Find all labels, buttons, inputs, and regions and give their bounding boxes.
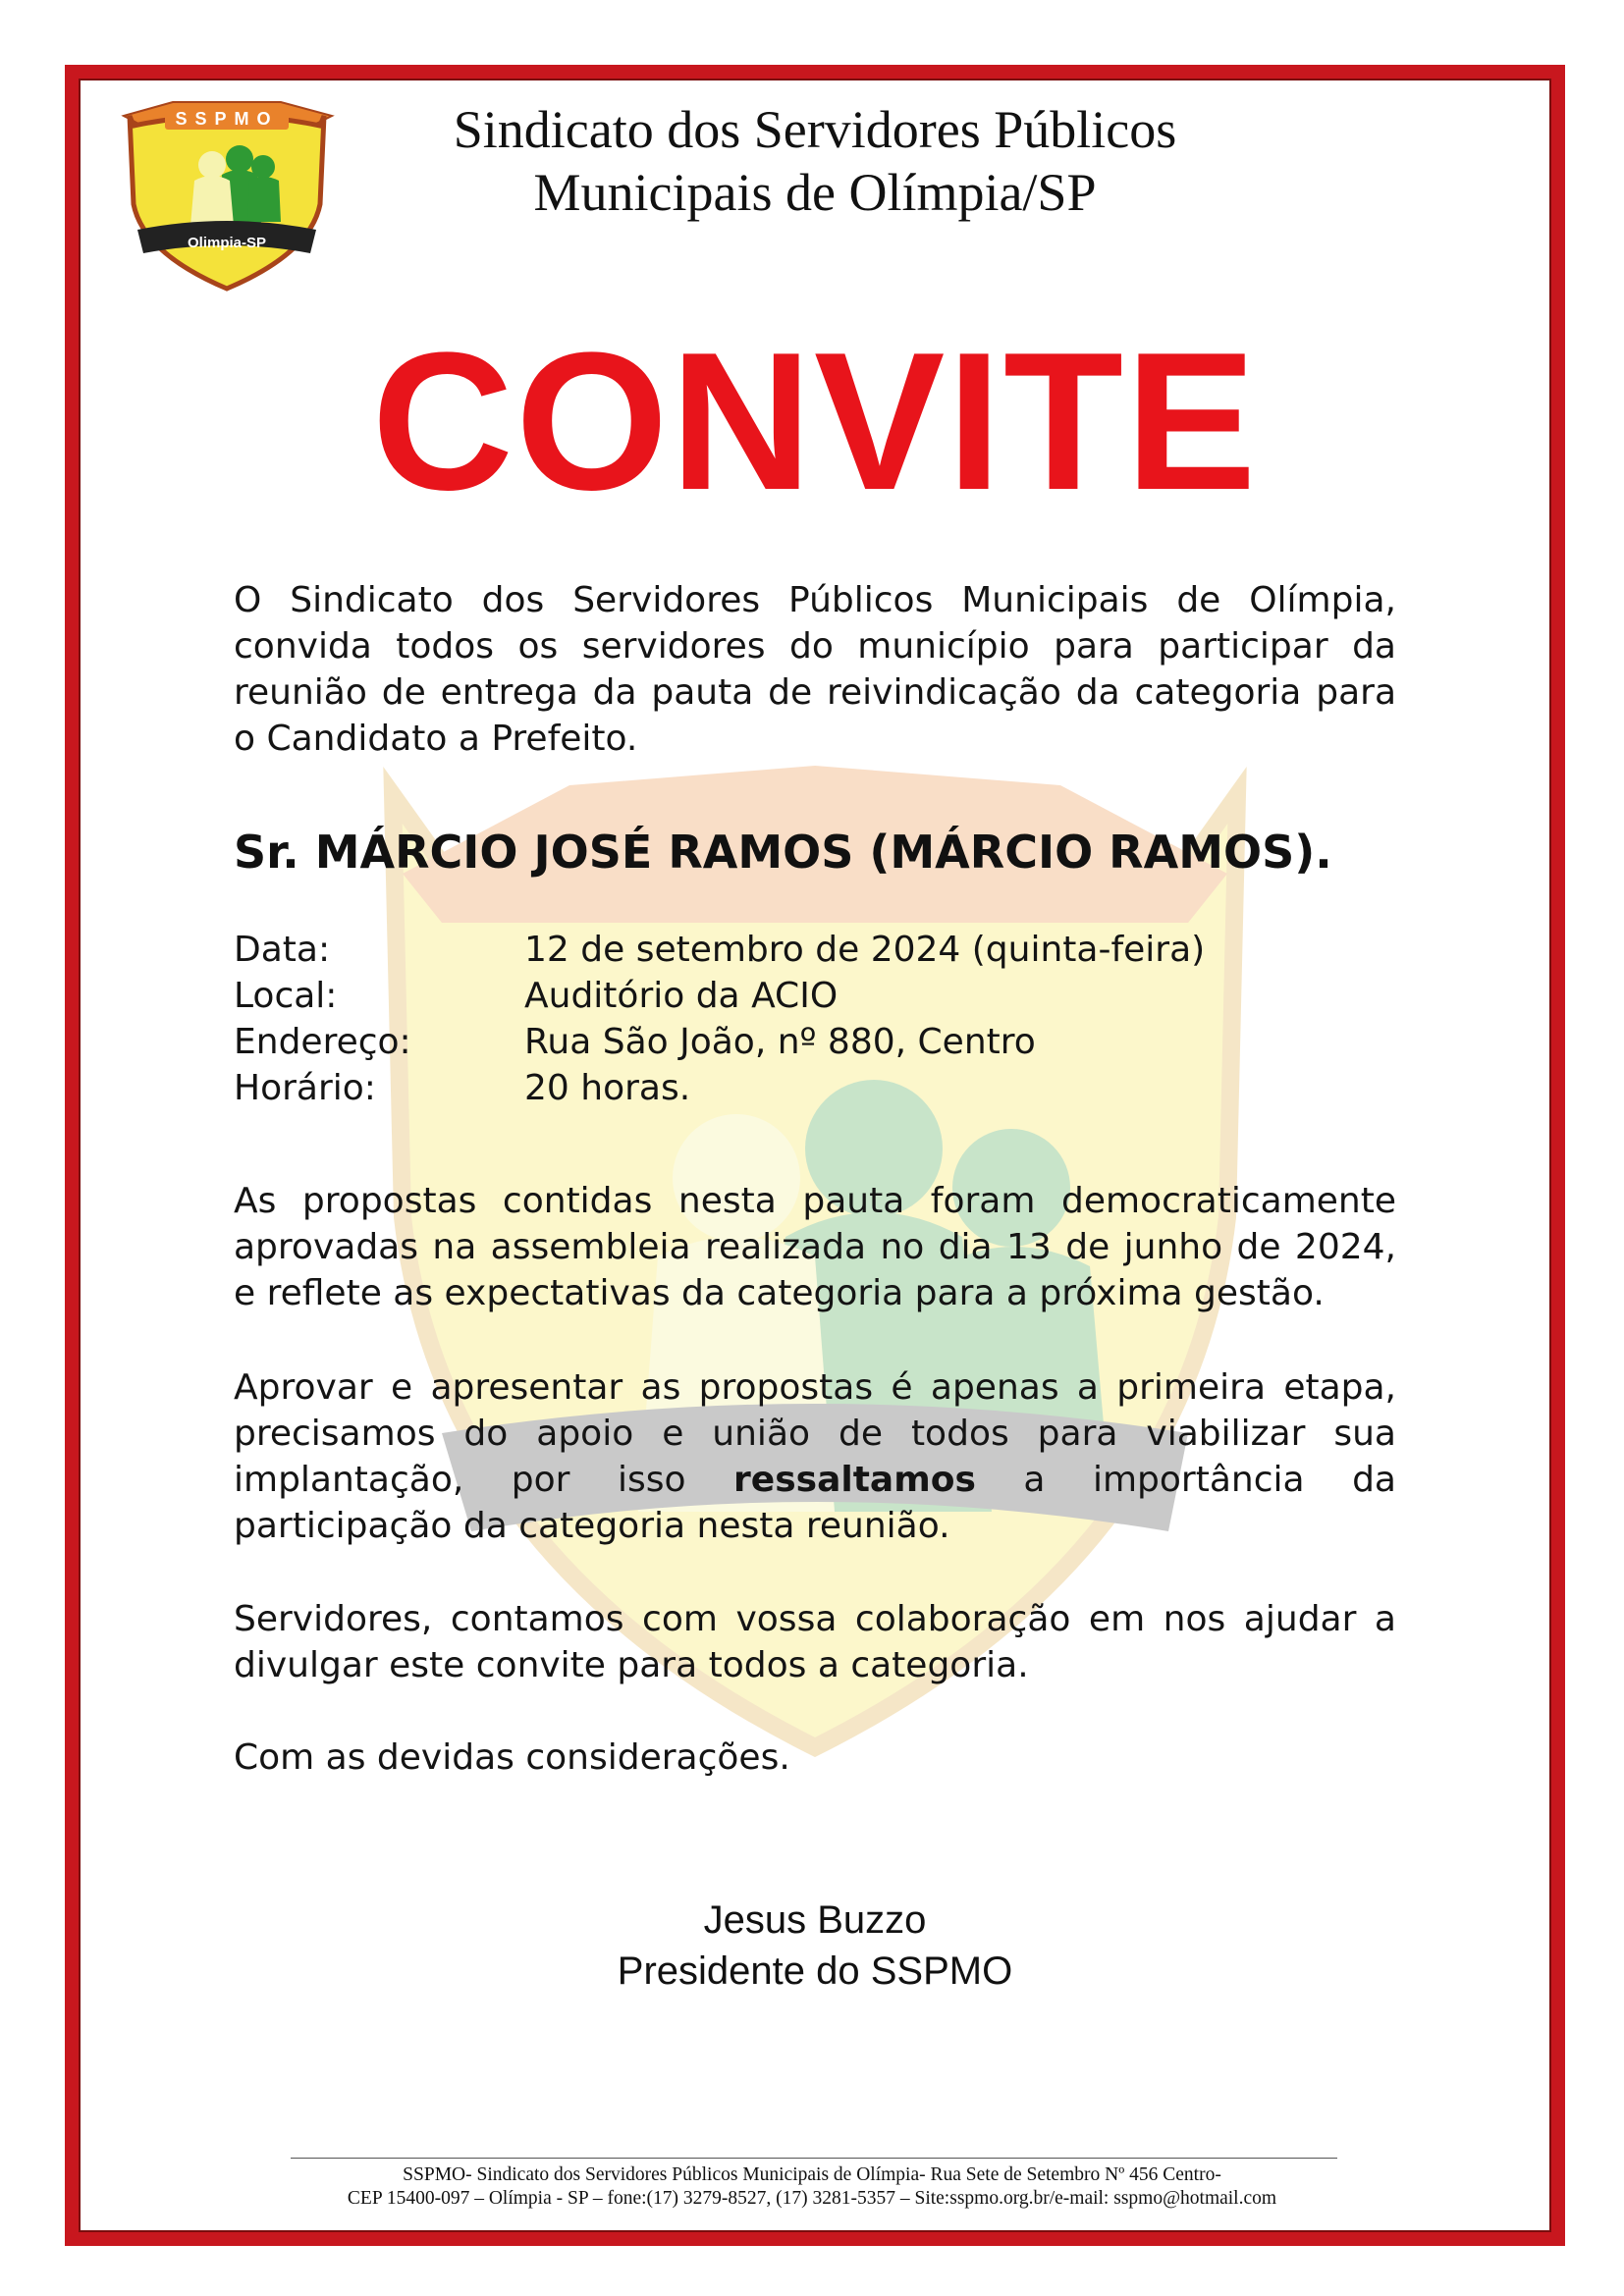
support-text-end: a importância da participação da categoria nesta reunião. bbox=[234, 1460, 1396, 1546]
support-text-emphasis: ressaltamos bbox=[733, 1460, 976, 1500]
detail-value: Rua São João, nº 880, Centro bbox=[524, 1022, 1036, 1062]
detail-row-date bbox=[234, 927, 1314, 973]
footer bbox=[196, 2163, 1428, 2211]
logo-text-bottom: Olimpia-SP bbox=[187, 235, 267, 251]
collaboration-paragraph: Servidores, contamos com vossa colaboração em nos ajudar a divulgar este convite para todos a categoria. bbox=[234, 1599, 1396, 1685]
proposals-paragraph: As propostas contidas nesta pauta foram democraticamente aprovadas na assembleia realizada no dia 13 de junho de 2024, e reflete as expectativas da categoria para a próxima gestão. bbox=[234, 1181, 1396, 1313]
footer-divider bbox=[291, 2158, 1337, 2159]
logo-text-top: SSPMO bbox=[175, 109, 279, 129]
detail-value: Auditório da ACIO bbox=[524, 976, 839, 1016]
detail-row-address bbox=[234, 1019, 1314, 1065]
support-paragraph bbox=[234, 1364, 1396, 1549]
candidate-name: Sr. MÁRCIO JOSÉ RAMOS (MÁRCIO RAMOS). bbox=[234, 826, 1332, 879]
closing-text: Com as devidas considerações. bbox=[234, 1737, 790, 1778]
detail-value: 12 de setembro de 2024 (quinta-feira) bbox=[524, 930, 1206, 970]
detail-row-time bbox=[234, 1065, 1314, 1111]
footer-line1: SSPMO- Sindicato dos Servidores Públicos Municipais de Olímpia- Rua Sete de Setembro Nº 456 Centro- bbox=[403, 2164, 1221, 2185]
footer-line2: CEP 15400-097 – Olímpia - SP – fone:(17) 3279-8527, (17) 3281-5357 – Site:sspmo.org.br/e-mail: sspmo@hotmail.com bbox=[347, 2188, 1277, 2209]
support-text-start: Aprovar e apresentar as propostas é apenas a primeira etapa, precisamos do apoio e união de todos para viabilizar sua implantação, por isso bbox=[234, 1367, 1396, 1500]
intro-paragraph: O Sindicato dos Servidores Públicos Municipais de Olímpia, convida todos os servidores do município para participar da reunião de entrega da pauta de reivindicação da categoria para o Candidato a Prefeito. bbox=[234, 580, 1396, 759]
signatory-name: Jesus Buzzo bbox=[703, 1898, 927, 1942]
signature-block bbox=[422, 1895, 1208, 1997]
document-heading: CONVITE bbox=[371, 312, 1259, 531]
event-details bbox=[234, 927, 1314, 1111]
detail-label: Local: bbox=[234, 976, 338, 1016]
detail-row-location bbox=[234, 973, 1314, 1019]
org-title-line1: Sindicato dos Servidores Públicos bbox=[453, 100, 1177, 159]
signatory-role: Presidente do SSPMO bbox=[617, 1949, 1013, 1993]
organization-title bbox=[373, 98, 1257, 224]
detail-value: 20 horas. bbox=[524, 1068, 691, 1108]
org-title-line2: Municipais de Olímpia/SP bbox=[533, 163, 1097, 222]
detail-label: Horário: bbox=[234, 1068, 376, 1108]
detail-label: Data: bbox=[234, 930, 331, 970]
detail-label: Endereço: bbox=[234, 1022, 411, 1062]
sspmo-logo bbox=[114, 96, 340, 293]
